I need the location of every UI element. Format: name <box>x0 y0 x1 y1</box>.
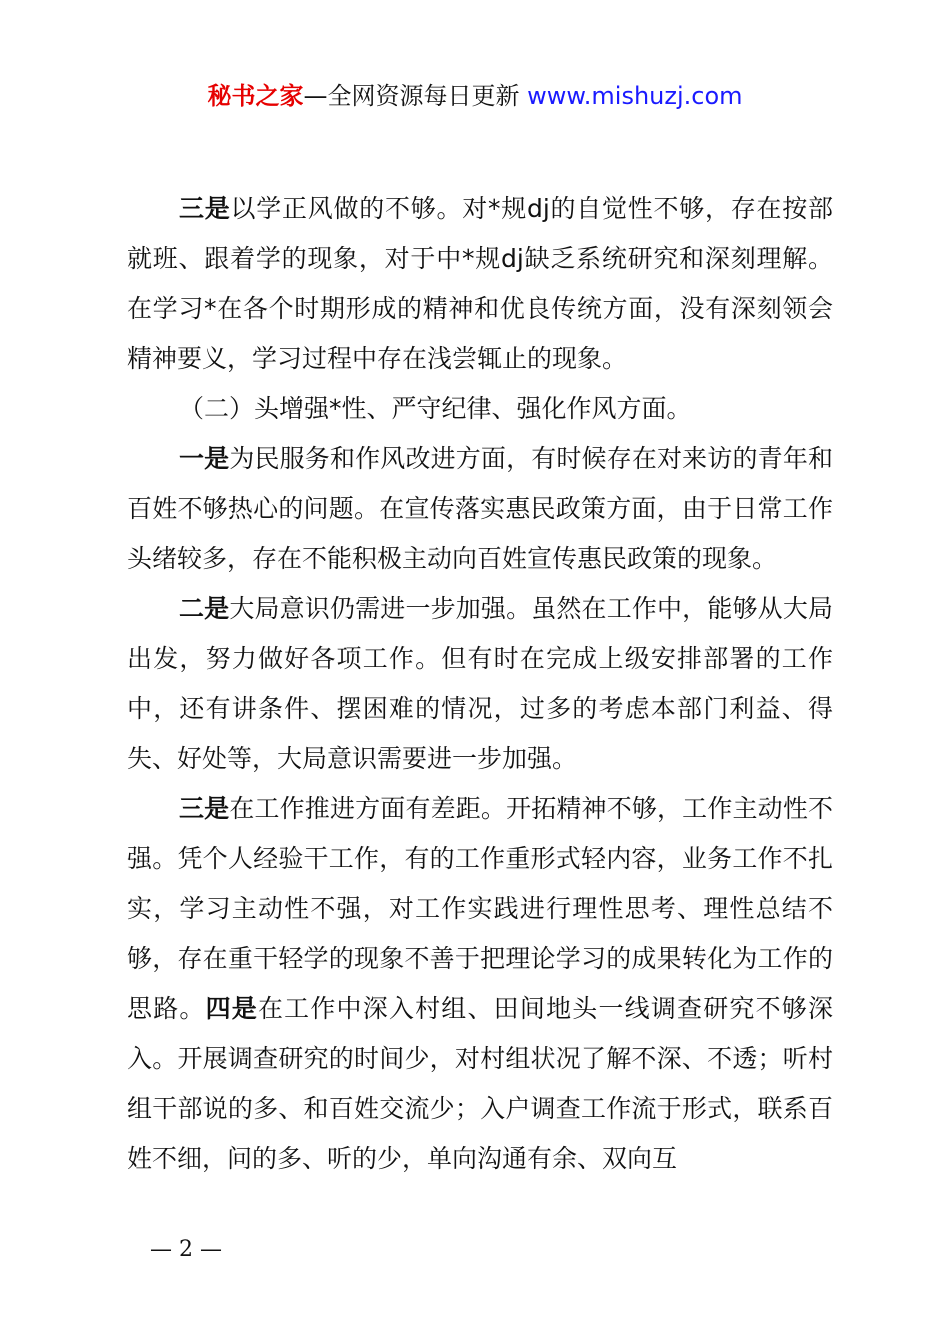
paragraph-2 <box>127 434 833 584</box>
paragraph-4 <box>127 784 833 1184</box>
site-url-link[interactable]: www.mishuzj.com <box>527 82 743 110</box>
paragraph-lead: 一是 <box>179 444 230 473</box>
paragraph-1 <box>127 184 833 384</box>
paragraph-lead: 三是 <box>179 794 230 823</box>
paragraph-text: 大局意识仍需进一步加强。虽然在工作中，能够从大局出发，努力做好各项工作。但有时在完成上级安排部署的工作中，还有讲条件、摆困难的情况，过多的考虑本部门利益、得失、好处等，大局意识需要进一步加强。 <box>127 594 833 773</box>
section-heading <box>127 384 833 434</box>
site-tagline: —全网资源每日更新 <box>303 82 520 110</box>
paragraph-text: 在工作推进方面有差距。开拓精神不够，工作主动性不强。凭个人经验干工作，有的工作重形式轻内容，业务工作不扎实，学习主动性不强，对工作实践进行理性思考、理性总结不够，存在重干轻学的现象不善于把理论学习的成果转化为工作的思路。 <box>127 794 833 1023</box>
paragraph-lead: 三是 <box>179 194 231 223</box>
section-heading-text: （二）头增强*性、严守纪律、强化作风方面。 <box>179 394 692 423</box>
document-body <box>127 184 833 1184</box>
paragraph-lead-2: 四是 <box>205 994 258 1023</box>
site-brand: 秘书之家 <box>207 82 304 110</box>
paragraph-lead: 二是 <box>179 594 230 623</box>
site-banner <box>0 80 950 112</box>
page-number: — 2 — <box>150 1237 222 1262</box>
paragraph-text-2: 在工作中深入村组、田间地头一线调查研究不够深入。开展调查研究的时间少，对村组状况了解不深、不透；听村组干部说的多、和百姓交流少；入户调查工作流于形式，联系百姓不细，问的多、听的少，单向沟通有余、双向互 <box>127 994 833 1173</box>
paragraph-text: 以学正风做的不够。对*规dj的自觉性不够，存在按部就班、跟着学的现象，对于中*规dj缺乏系统研究和深刻理解。在学习*在各个时期形成的精神和优良传统方面，没有深刻领会精神要义，学习过程中存在浅尝辄止的现象。 <box>127 194 833 373</box>
paragraph-text: 为民服务和作风改进方面，有时候存在对来访的青年和百姓不够热心的问题。在宣传落实惠民政策方面，由于日常工作头绪较多，存在不能积极主动向百姓宣传惠民政策的现象。 <box>127 444 833 573</box>
paragraph-3 <box>127 584 833 784</box>
